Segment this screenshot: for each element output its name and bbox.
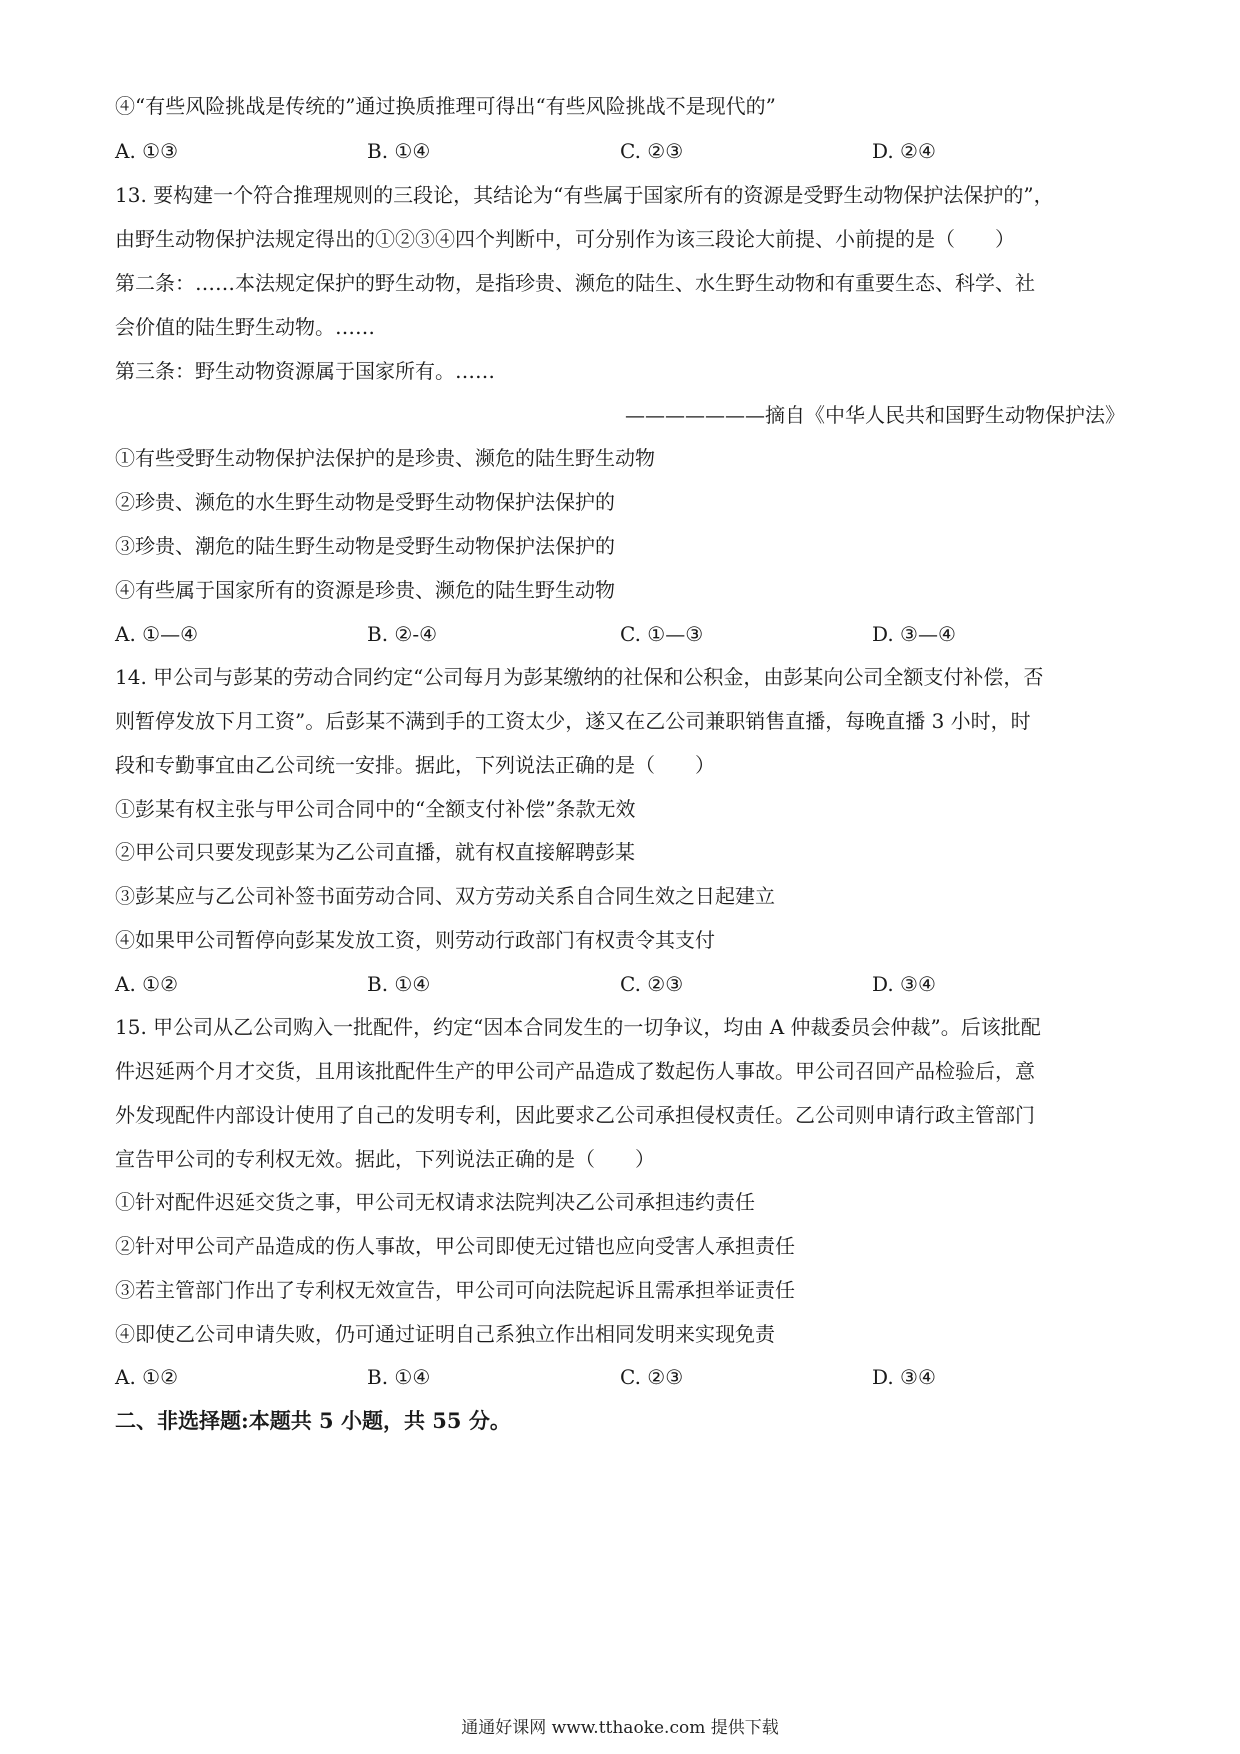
q13-item-1: ①有些受野生动物保护法保护的是珍贵、濒危的陆生野生动物 [115,446,655,470]
q15-stem-line-2: 件迟延两个月才交货，且用该批配件生产的甲公司产品造成了数起伤人事故。甲公司召回产品检验后，意 [115,1059,1035,1083]
q15-stem-line-1: 15. 甲公司从乙公司购入一批配件，约定“因本合同发生的一切争议，均由 A 仲裁委员会仲裁”。后该批配 [115,1015,1041,1039]
q12-options [115,137,1125,165]
q13-option-a: A. ①—④ [115,622,199,646]
q15-stem-line-3: 外发现配件内部设计使用了自己的发明专利，因此要求乙公司承担侵权责任。乙公司则申请行政主管部门 [115,1103,1035,1127]
q13-law-line-1: 第二条：……本法规定保护的野生动物，是指珍贵、濒危的陆生、水生野生动物和有重要生态、科学、社 [115,271,1035,295]
q14-item-3: ③彭某应与乙公司补签书面劳动合同、双方劳动关系自合同生效之日起建立 [115,884,775,908]
q13-law-line-3: 第三条：野生动物资源属于国家所有。…… [115,359,495,383]
q13-item-3: ③珍贵、潮危的陆生野生动物是受野生动物保护法保护的 [115,534,615,558]
q15-options [115,1363,1125,1391]
q13-source: ———————摘自《中华人民共和国野生动物保护法》 [625,403,1125,427]
q14-options [115,970,1125,998]
q13-item-4: ④有些属于国家所有的资源是珍贵、濒危的陆生野生动物 [115,578,615,602]
q15-option-b: B. ①④ [367,1365,431,1389]
q12-option-b: B. ①④ [367,139,431,163]
page-footer: 通通好课网 www.tthaoke.com 提供下载 [461,1718,779,1738]
q13-option-d: D. ③—④ [872,622,956,646]
q14-option-c: C. ②③ [620,972,684,996]
q12-item-4: ④“有些风险挑战是传统的”通过换质推理可得出“有些风险挑战不是现代的” [115,94,776,118]
q15-item-4: ④即使乙公司申请失败，仍可通过证明自己系独立作出相同发明来实现免责 [115,1322,775,1346]
q15-stem-line-4: 宣告甲公司的专利权无效。据此，下列说法正确的是（ ） [115,1147,655,1171]
q13-stem-line-2: 由野生动物保护法规定得出的①②③④四个判断中，可分别作为该三段论大前提、小前提的是（ ） [115,227,1015,251]
q13-law-line-2: 会价值的陆生野生动物。…… [115,315,375,339]
q14-option-a: A. ①② [115,972,179,996]
q15-option-a: A. ①② [115,1365,179,1389]
q12-option-d: D. ②④ [872,139,936,163]
q14-item-2: ②甲公司只要发现彭某为乙公司直播，就有权直接解聘彭某 [115,840,635,864]
q13-stem-line-1: 13. 要构建一个符合推理规则的三段论，其结论为“有些属于国家所有的资源是受野生动物保护法保护的”， [115,183,1054,207]
section-2-title: 二、非选择题:本题共 5 小题，共 55 分。 [115,1408,511,1433]
q14-option-b: B. ①④ [367,972,431,996]
q12-option-c: C. ②③ [620,139,684,163]
q15-option-c: C. ②③ [620,1365,684,1389]
q15-item-3: ③若主管部门作出了专利权无效宣告，甲公司可向法院起诉且需承担举证责任 [115,1278,795,1302]
q15-item-1: ①针对配件迟延交货之事，甲公司无权请求法院判决乙公司承担违约责任 [115,1190,755,1214]
q15-option-d: D. ③④ [872,1365,936,1389]
q13-options [115,620,1125,648]
q15-item-2: ②针对甲公司产品造成的伤人事故，甲公司即使无过错也应向受害人承担责任 [115,1234,795,1258]
q14-item-1: ①彭某有权主张与甲公司合同中的“全额支付补偿”条款无效 [115,797,636,821]
q14-stem-line-1: 14. 甲公司与彭某的劳动合同约定“公司每月为彭某缴纳的社保和公积金，由彭某向公司全额支付补偿，否 [115,665,1044,689]
q14-item-4: ④如果甲公司暂停向彭某发放工资，则劳动行政部门有权责令其支付 [115,928,715,952]
q14-stem-line-3: 段和专勤事宜由乙公司统一安排。据此，下列说法正确的是（ ） [115,753,715,777]
q13-option-c: C. ①—③ [620,622,704,646]
q12-option-a: A. ①③ [115,139,179,163]
q14-stem-line-2: 则暂停发放下月工资”。后彭某不满到手的工资太少，遂又在乙公司兼职销售直播，每晚直播 3 小时，时 [115,709,1031,733]
q14-option-d: D. ③④ [872,972,936,996]
q13-option-b: B. ②-④ [367,622,438,646]
q13-item-2: ②珍贵、濒危的水生野生动物是受野生动物保护法保护的 [115,490,615,514]
